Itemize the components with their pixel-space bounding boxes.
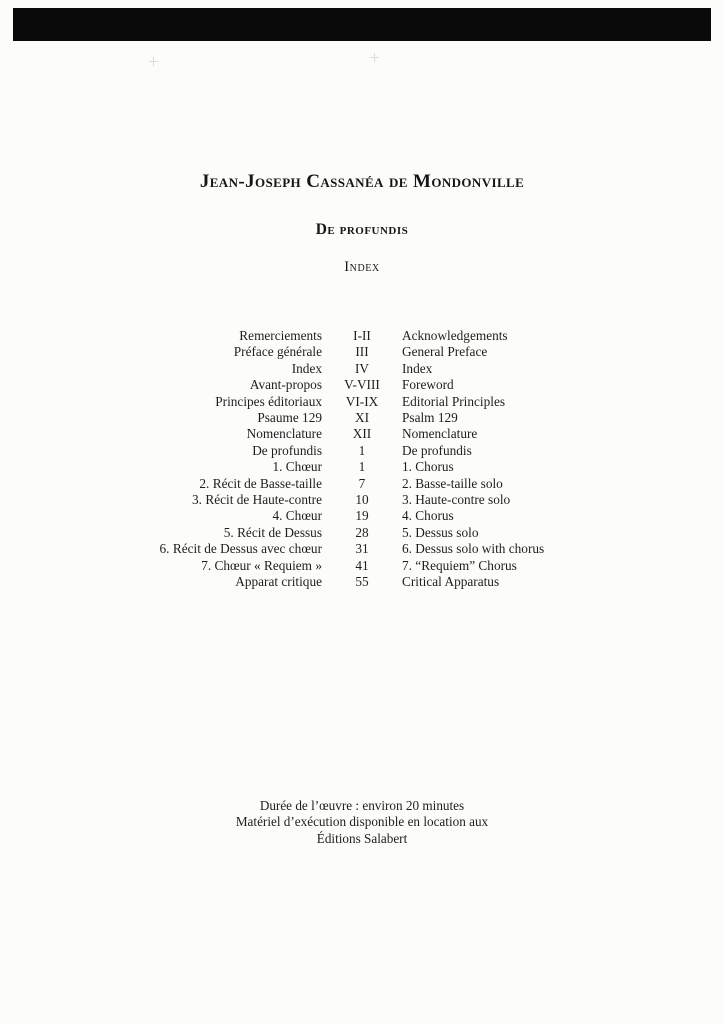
index-entry-english: 2. Basse-taille solo (402, 475, 503, 491)
index-entry-page-number: 55 (355, 574, 369, 590)
index-entry-english: 6. Dessus solo with chorus (402, 541, 545, 557)
index-entry-page-number: VI-IX (345, 393, 379, 409)
index-entry-english: Foreword (402, 377, 454, 393)
index-heading: Index (344, 259, 380, 275)
publisher-note (0, 798, 724, 847)
publisher-name: Éditions Salabert (316, 830, 408, 846)
index-entry-page-number: 1 (358, 442, 366, 458)
index-entry-page-number: I-II (353, 328, 371, 343)
index-entry-french: 1. Chœur (272, 459, 322, 475)
work-title: De profundis (315, 221, 409, 238)
index-entry-french: 6. Récit de Dessus avec chœur (159, 541, 322, 557)
index-entry-page-number: XII (352, 426, 372, 442)
index-entry-page-number: XI (354, 410, 370, 426)
index-entry-french: 5. Récit de Dessus (223, 524, 322, 540)
index-entry-english: Index (402, 360, 433, 376)
index-entry-english: 1. Chorus (402, 459, 454, 475)
index-entry-english: De profundis (402, 442, 472, 458)
index-entry-french: Apparat critique (235, 574, 322, 590)
index-entry-english: 4. Chorus (402, 508, 454, 524)
index-entry-page-number: 19 (355, 508, 369, 524)
index-entry-french: Avant-propos (249, 377, 322, 393)
index-entry-french: 4. Chœur (272, 508, 322, 524)
index-entry-french: Psaume 129 (257, 410, 322, 426)
index-entry-page-number: 7 (358, 475, 366, 491)
scan-black-bar (13, 8, 711, 41)
index-entry-french: De profundis (252, 442, 322, 458)
registration-mark (370, 53, 379, 62)
index-entry-page-number: 10 (355, 492, 369, 508)
index-entry-page-number: 1 (358, 459, 366, 475)
index-entry-french: 3. Récit de Haute-contre (192, 492, 322, 508)
index-entry-page-number: 41 (355, 557, 369, 573)
index-entry-french: Principes éditoriaux (215, 393, 322, 409)
index-entry-french: Nomenclature (246, 426, 322, 442)
index-entry-french: Préface générale (233, 344, 322, 360)
index-table (92, 328, 632, 591)
index-entry-english: Nomenclature (402, 426, 478, 442)
index-entry-english: Acknowledgements (402, 328, 508, 343)
index-entry-page-number: III (355, 344, 369, 360)
index-entry-english: Critical Apparatus (402, 574, 500, 590)
index-entry-page-number: V-VIII (344, 377, 380, 393)
registration-mark (149, 57, 158, 66)
index-entry-french: Remerciements (239, 328, 322, 343)
index-entry-french: 2. Récit de Basse-taille (199, 475, 322, 491)
composer-name: Jean-Joseph Cassanéa de Mondonville (199, 171, 525, 192)
index-entry-english: 7. “Requiem” Chorus (402, 557, 517, 573)
index-entry-english: Editorial Principles (402, 393, 506, 409)
index-entry-english: General Preface (402, 344, 488, 360)
duration-note: Durée de l’œuvre : environ 20 minutes (259, 798, 465, 813)
index-entry-page-number: IV (354, 360, 370, 376)
index-entry-english: 5. Dessus solo (402, 524, 479, 540)
index-entry-page-number: 31 (355, 541, 369, 557)
index-entry-french: 7. Chœur « Requiem » (201, 557, 322, 573)
index-entry-english: 3. Haute-contre solo (402, 492, 511, 508)
index-entry-english: Psalm 129 (402, 410, 458, 426)
rental-note: Matériel d’exécution disponible en location aux (235, 814, 489, 830)
index-entry-page-number: 28 (355, 524, 369, 540)
index-entry-french: Index (291, 360, 322, 376)
